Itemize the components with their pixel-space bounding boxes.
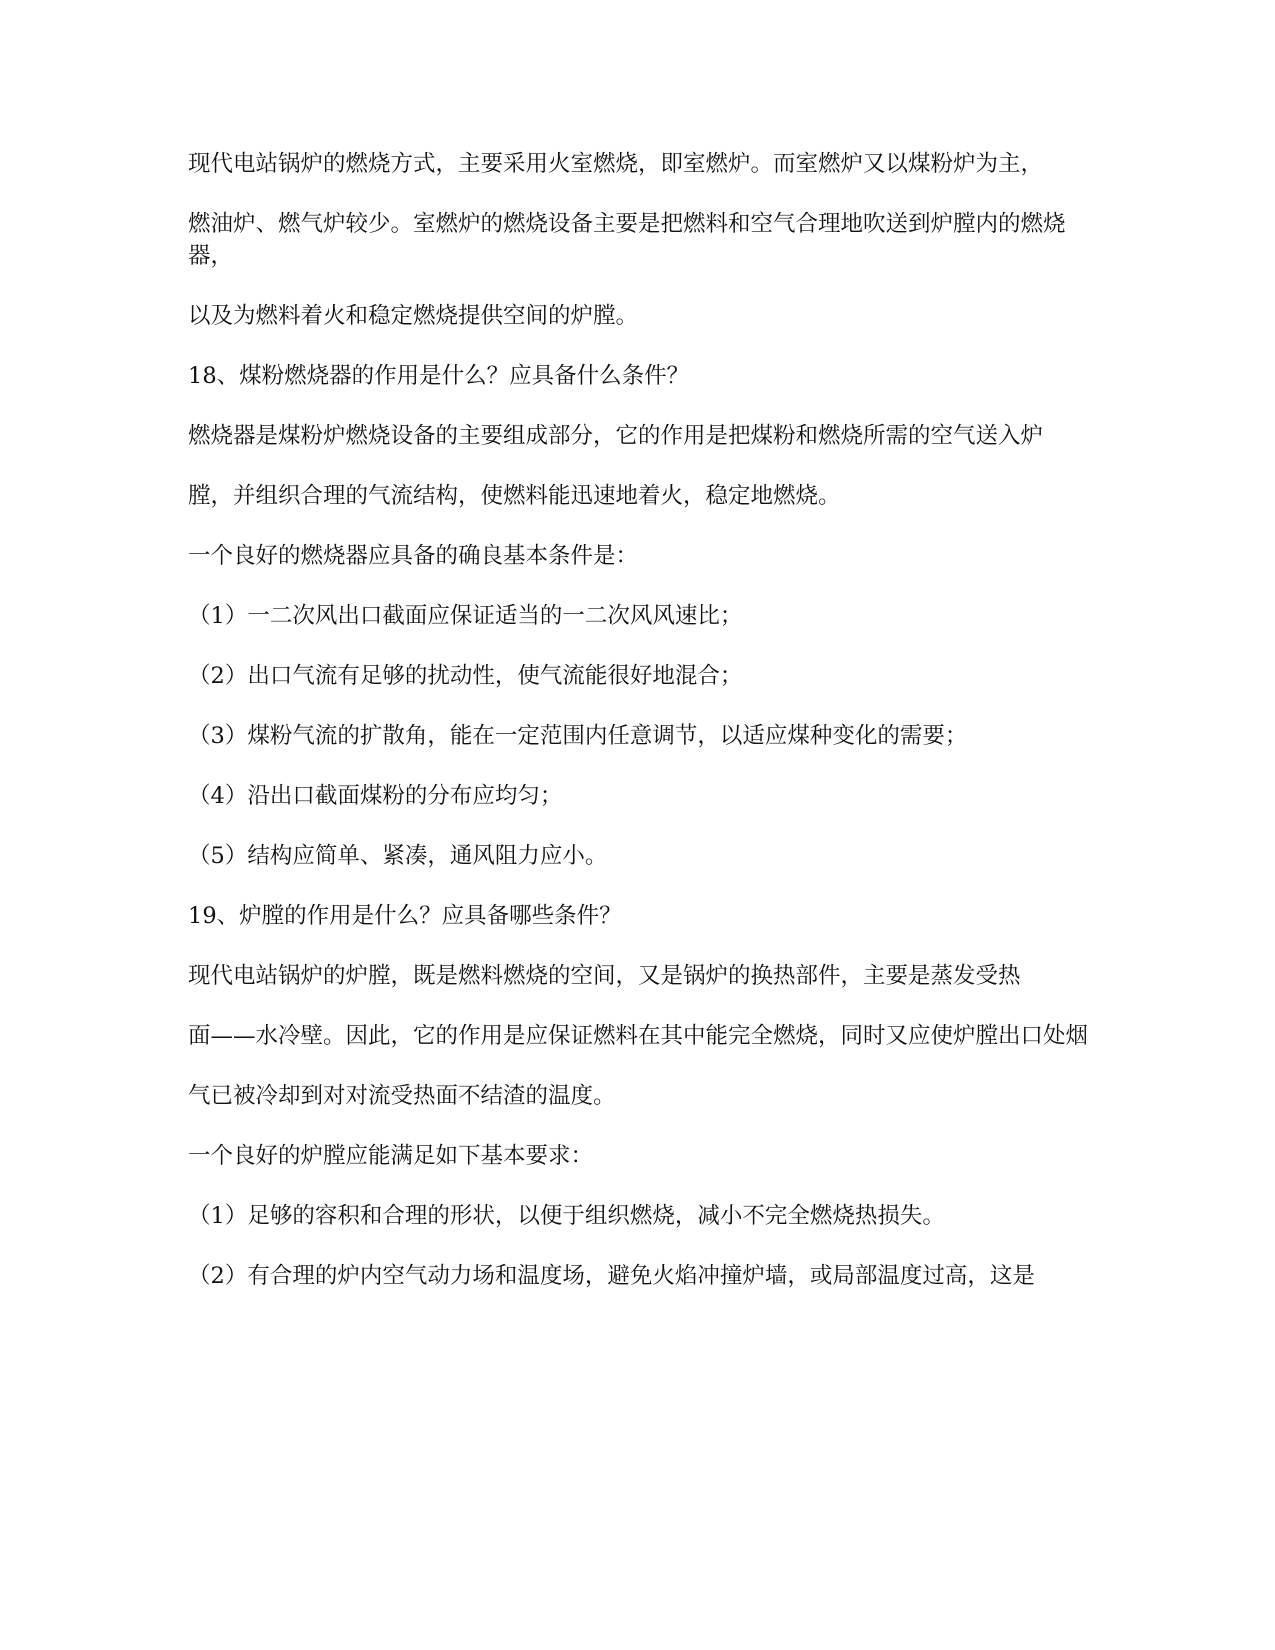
document-body: [188, 148, 1088, 1320]
list-item-q18-4: （4）沿出口截面煤粉的分布应均匀；: [188, 783, 563, 809]
paragraph-q19-requirements-intro: 一个良好的炉膛应能满足如下基本要求：: [188, 1143, 594, 1169]
list-item-q18-5: （5）结构应简单、紧凑，通风阻力应小。: [188, 843, 608, 869]
list-item-q19-1: （1）足够的容积和合理的形状，以便于组织燃烧，减小不完全燃烧热损失。: [188, 1203, 945, 1229]
paragraph-q19-answer-2: 面——水冷壁。因此，它的作用是应保证燃料在其中能完全燃烧，同时又应使炉膛出口处烟: [188, 1023, 1089, 1049]
paragraph-intro-2: 燃油炉、燃气炉较少。室燃炉的燃烧设备主要是把燃料和空气合理地吹送到炉膛内的燃烧器，: [188, 211, 1066, 269]
list-item-q18-2: （2）出口气流有足够的扰动性，使气流能很好地混合；: [188, 663, 743, 689]
question-18-heading: 18、煤粉燃烧器的作用是什么？应具备什么条件？: [188, 363, 690, 389]
paragraph-q18-conditions-intro: 一个良好的燃烧器应具备的确良基本条件是：: [188, 543, 639, 569]
list-item-q18-3: （3）煤粉气流的扩散角，能在一定范围内任意调节，以适应煤种变化的需要；: [188, 723, 968, 749]
list-item-q18-1: （1）一二次风出口截面应保证适当的一二次风风速比；: [188, 603, 743, 629]
paragraph-intro-1: 现代电站锅炉的燃烧方式，主要采用火室燃烧，即室燃炉。而室燃炉又以煤粉炉为主，: [188, 151, 1044, 177]
paragraph-intro-3: 以及为燃料着火和稳定燃烧提供空间的炉膛。: [188, 303, 639, 329]
list-item-q19-2: （2）有合理的炉内空气动力场和温度场，避免火焰冲撞炉墙，或局部温度过高，这是: [188, 1263, 1035, 1289]
paragraph-q18-answer-2: 膛，并组织合理的气流结构，使燃料能迅速地着火，稳定地燃烧。: [188, 483, 841, 509]
paragraph-q18-answer-1: 燃烧器是煤粉炉燃烧设备的主要组成部分，它的作用是把煤粉和燃烧所需的空气送入炉: [188, 423, 1044, 449]
paragraph-q19-answer-1: 现代电站锅炉的炉膛，既是燃料燃烧的空间，又是锅炉的换热部件，主要是蒸发受热: [188, 963, 1021, 989]
paragraph-q19-answer-3: 气已被冷却到对对流受热面不结渣的温度。: [188, 1083, 616, 1109]
question-19-heading: 19、炉膛的作用是什么？应具备哪些条件？: [188, 903, 622, 929]
